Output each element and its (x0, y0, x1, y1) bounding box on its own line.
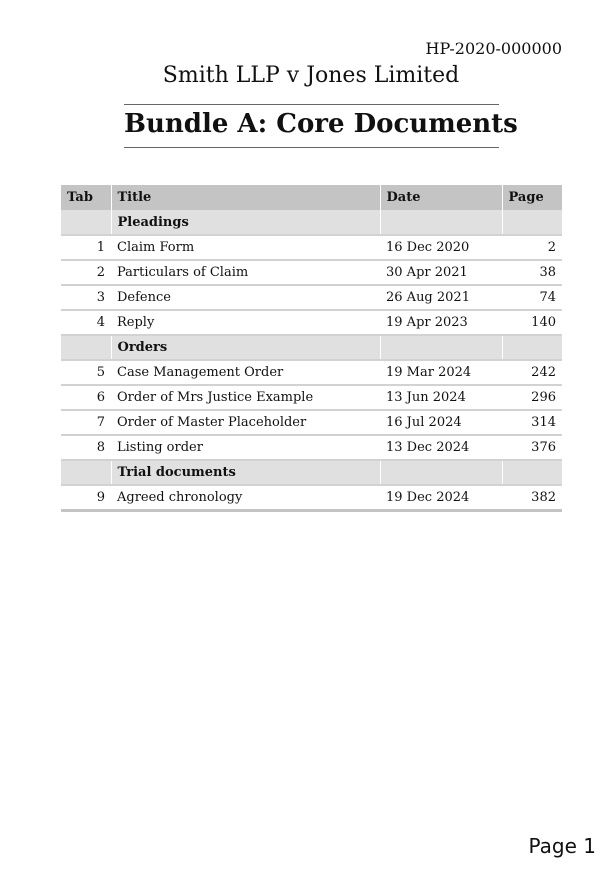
document-title: Order of Master Placeholder (111, 410, 380, 435)
tab-number: 9 (61, 485, 111, 510)
tab-number: 4 (61, 310, 111, 335)
tab-number: 2 (61, 260, 111, 285)
section-date-cell (380, 210, 502, 235)
column-header-title: Title (111, 185, 380, 210)
section-row-trial-documents (61, 460, 562, 485)
table-row (61, 360, 562, 385)
tab-number: 1 (61, 235, 111, 260)
page-number: 314 (502, 410, 562, 435)
column-header-date: Date (380, 185, 502, 210)
section-date-cell (380, 335, 502, 360)
section-tab-cell (61, 210, 111, 235)
page-number: 296 (502, 385, 562, 410)
page-number: 38 (502, 260, 562, 285)
bundle-title: Bundle A: Core Documents (124, 104, 499, 148)
document-date: 16 Jul 2024 (380, 410, 502, 435)
tab-number: 3 (61, 285, 111, 310)
document-date: 19 Mar 2024 (380, 360, 502, 385)
tab-number: 5 (61, 360, 111, 385)
column-header-page: Page (502, 185, 562, 210)
page-footer-number: Page 1 (528, 834, 596, 858)
document-date: 16 Dec 2020 (380, 235, 502, 260)
document-date: 30 Apr 2021 (380, 260, 502, 285)
section-page-cell (502, 210, 562, 235)
document-date: 26 Aug 2021 (380, 285, 502, 310)
table-row (61, 385, 562, 410)
table-header-row (61, 185, 562, 210)
table-row (61, 435, 562, 460)
tab-number: 8 (61, 435, 111, 460)
document-date: 19 Dec 2024 (380, 485, 502, 510)
document-date: 19 Apr 2023 (380, 310, 502, 335)
page-number: 2 (502, 235, 562, 260)
document-date: 13 Jun 2024 (380, 385, 502, 410)
section-date-cell (380, 460, 502, 485)
section-heading: Orders (111, 335, 380, 360)
table-row (61, 235, 562, 260)
page-number: 376 (502, 435, 562, 460)
bundle-index-table (61, 185, 562, 512)
document-title: Reply (111, 310, 380, 335)
section-heading: Trial documents (111, 460, 380, 485)
document-title: Listing order (111, 435, 380, 460)
table-row (61, 410, 562, 435)
table-row (61, 285, 562, 310)
page-number: 140 (502, 310, 562, 335)
table-row (61, 485, 562, 510)
table-row (61, 310, 562, 335)
section-page-cell (502, 335, 562, 360)
document-title: Case Management Order (111, 360, 380, 385)
document-title: Defence (111, 285, 380, 310)
document-title: Order of Mrs Justice Example (111, 385, 380, 410)
section-tab-cell (61, 335, 111, 360)
document-date: 13 Dec 2024 (380, 435, 502, 460)
page-number: 242 (502, 360, 562, 385)
section-row-pleadings (61, 210, 562, 235)
case-title: Smith LLP v Jones Limited (162, 63, 460, 88)
section-page-cell (502, 460, 562, 485)
page-number: 74 (502, 285, 562, 310)
section-heading: Pleadings (111, 210, 380, 235)
section-row-orders (61, 335, 562, 360)
tab-number: 6 (61, 385, 111, 410)
column-header-tab: Tab (61, 185, 111, 210)
tab-number: 7 (61, 410, 111, 435)
section-tab-cell (61, 460, 111, 485)
page-number: 382 (502, 485, 562, 510)
table-row (61, 260, 562, 285)
document-title: Particulars of Claim (111, 260, 380, 285)
case-reference: HP-2020-000000 (425, 39, 562, 58)
document-title: Agreed chronology (111, 485, 380, 510)
document-title: Claim Form (111, 235, 380, 260)
